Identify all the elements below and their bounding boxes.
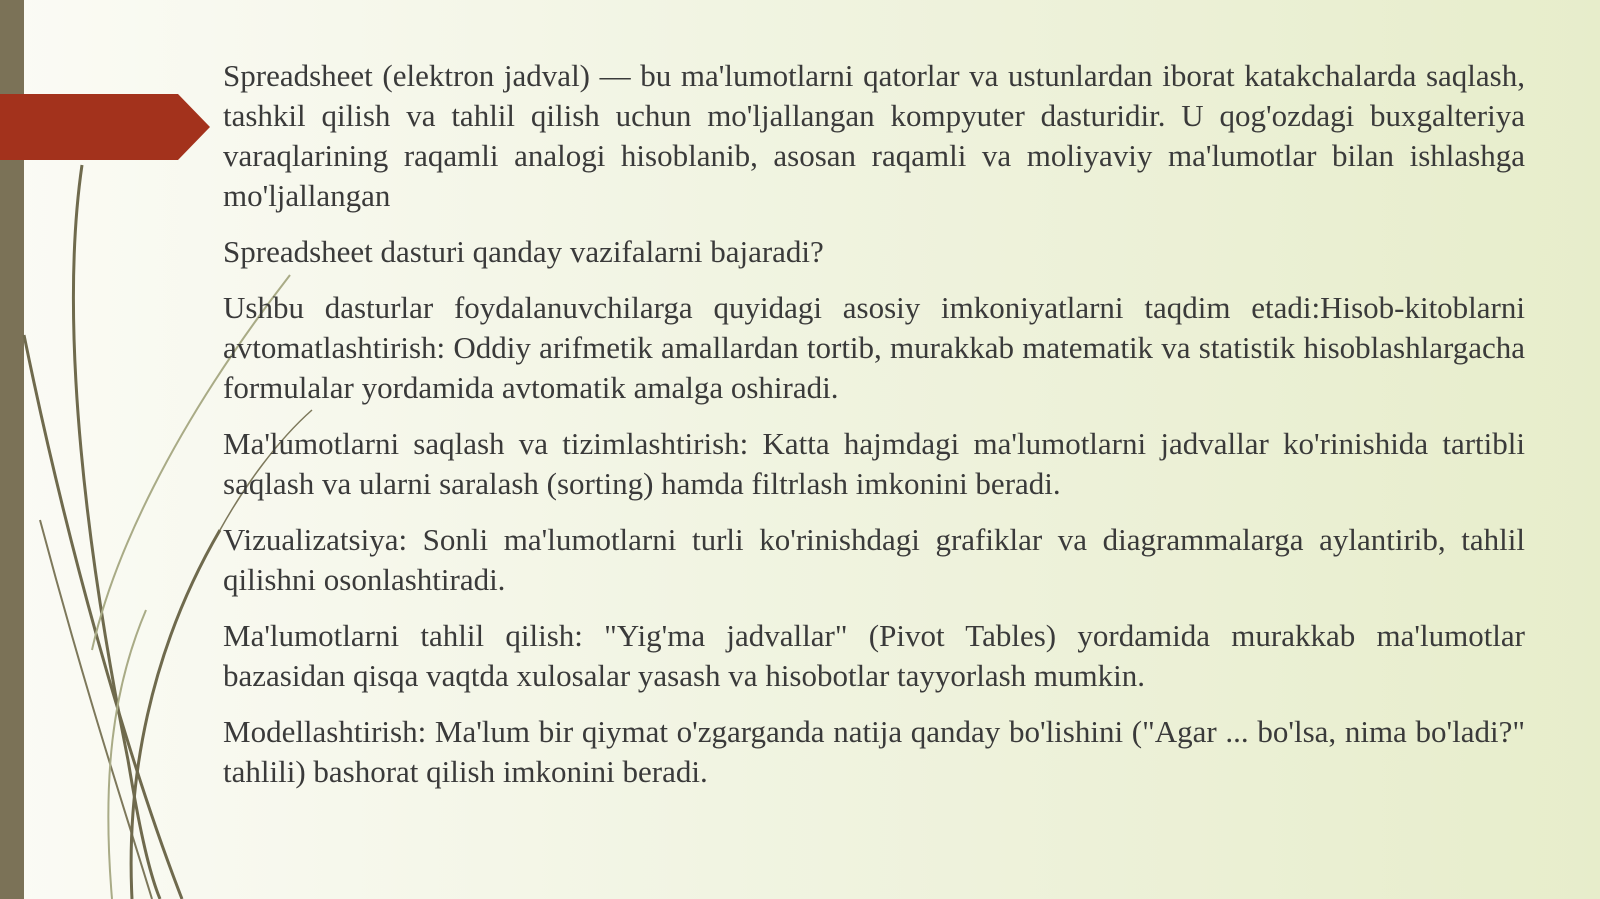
paragraph-visualization: Vizualizatsiya: Sonli ma'lumotlarni turli ko'rinishdagi grafiklar va diagrammalarga aylantirib, tahlil qilishni osonlashtiradi.: [223, 522, 1525, 597]
paragraph-question: Spreadsheet dasturi qanday vazifalarni bajaradi?: [223, 234, 824, 269]
paragraph-data-analysis: Ma'lumotlarni tahlil qilish: "Yig'ma jadvallar" (Pivot Tables) yordamida murakkab ma'lumotlar bazasidan qisqa vaqtda xulosalar yasash va hisobotlar tayyorlash mumkin.: [223, 618, 1525, 693]
paragraph-capabilities-intro: Ushbu dasturlar foydalanuvchilarga quyidagi asosiy imkoniyatlarni taqdim etadi:Hisob-kitoblarni avtomatlashtirish: Oddiy arifmetik amallardan tortib, murakkab matematik va statistik hisoblashlargacha formulalar yordamida avtomatik amalga oshiradi.: [223, 290, 1525, 405]
paragraph-data-storage: Ma'lumotlarni saqlash va tizimlashtirish: Katta hajmdagi ma'lumotlarni jadvallar ko'rinishida tartibli saqlash va ularni saralash (sorting) hamda filtrlash imkonini beradi.: [223, 426, 1525, 501]
paragraph-modeling: Modellashtirish: Ma'lum bir qiymat o'zgarganda natija qanday bo'lishini ("Agar ... bo'lsa, nima bo'ladi?" tahlili) bashorat qilish imkonini beradi.: [223, 714, 1525, 789]
paragraph-spreadsheet-definition: Spreadsheet (elektron jadval) — bu ma'lumotlarni qatorlar va ustunlardan iborat katakchalarda saqlash, tashkil qilish va tahlil qilish uchun mo'ljallangan kompyuter dasturidir. U qog'ozdagi buxgalteriya varaqlarining raqamli analogi hisoblanib, asosan raqamli va moliyaviy ma'lumotlar bilan ishlashga mo'ljallangan: [223, 58, 1525, 213]
red-accent-tab: [0, 94, 210, 160]
content-area: [223, 56, 1525, 808]
